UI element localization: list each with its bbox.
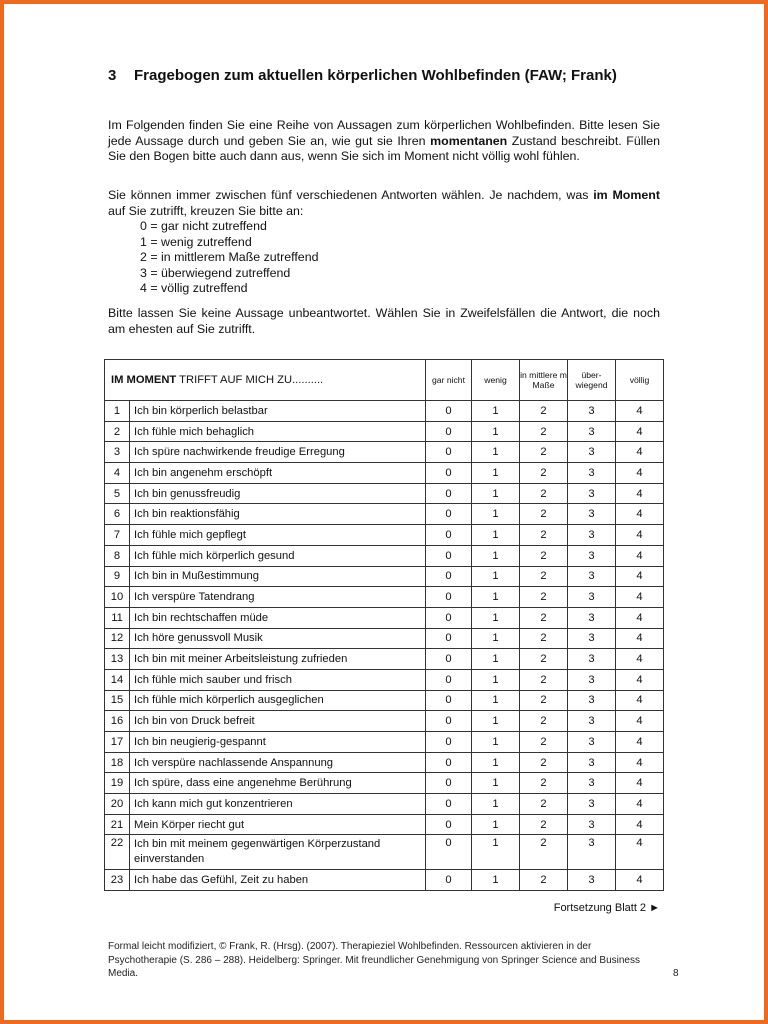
scale-option: 2 = in mittlerem Maße zutreffend: [140, 250, 319, 264]
answer-option-0[interactable]: 0: [426, 814, 472, 835]
answer-option-2[interactable]: 2: [520, 773, 568, 794]
header-bold: IM MOMENT: [111, 374, 177, 386]
table-row: [105, 711, 664, 732]
answer-option-4[interactable]: 4: [616, 773, 664, 794]
continuation-note: Fortsetzung Blatt 2 ►: [553, 902, 660, 914]
answer-option-0[interactable]: 0: [426, 711, 472, 732]
answer-option-1[interactable]: 1: [472, 794, 520, 815]
answer-option-1[interactable]: 1: [472, 690, 520, 711]
scale-option: 1 = wenig zutreffend: [140, 234, 252, 249]
table-row: [105, 752, 664, 773]
answer-option-4[interactable]: 4: [616, 463, 664, 484]
table-row: [105, 669, 664, 690]
item-statement: Ich habe das Gefühl, Zeit zu haben: [130, 870, 426, 891]
item-statement: Ich bin mit meinem gegenwärtigen Körperzustand einverstanden: [130, 835, 426, 870]
answer-scale: [140, 219, 318, 297]
item-statement: Ich bin angenehm erschöpft: [130, 463, 426, 484]
answer-option-2[interactable]: 2: [520, 690, 568, 711]
answer-option-3[interactable]: 3: [568, 870, 616, 891]
answer-option-0[interactable]: 0: [426, 483, 472, 504]
item-number: 6: [105, 504, 130, 525]
section-number: 3: [108, 67, 117, 84]
item-statement: Mein Körper riecht gut: [130, 814, 426, 835]
item-number: 13: [105, 649, 130, 670]
answer-option-1[interactable]: 1: [472, 545, 520, 566]
table-row: [105, 732, 664, 753]
answer-option-1[interactable]: 1: [472, 566, 520, 587]
item-statement: Ich spüre, dass eine angenehme Berührung: [130, 773, 426, 794]
item-statement: Ich verspüre nachlassende Anspannung: [130, 752, 426, 773]
item-statement: Ich höre genussvoll Musik: [130, 628, 426, 649]
header-option-wenig: wenig: [472, 360, 520, 401]
answer-option-4[interactable]: 4: [616, 752, 664, 773]
item-statement: Ich bin rechtschaffen müde: [130, 607, 426, 628]
answer-option-1[interactable]: 1: [472, 463, 520, 484]
questionnaire-table: [104, 359, 664, 891]
scale-option: 4 = völlig zutreffend: [140, 281, 248, 295]
scale-option: 3 = überwiegend zutreffend: [140, 265, 291, 280]
table-row: [105, 773, 664, 794]
answer-option-1[interactable]: 1: [472, 401, 520, 422]
answer-option-1[interactable]: 1: [472, 669, 520, 690]
answer-option-2[interactable]: 2: [520, 732, 568, 753]
answer-option-0[interactable]: 0: [426, 545, 472, 566]
answer-option-0[interactable]: 0: [426, 690, 472, 711]
header-option-ueberwiegend: über-wiegend: [568, 360, 616, 401]
answer-option-1[interactable]: 1: [472, 814, 520, 835]
answer-option-4[interactable]: 4: [616, 732, 664, 753]
answer-option-3[interactable]: 3: [568, 814, 616, 835]
answer-option-3[interactable]: 3: [568, 525, 616, 546]
header-option-mittel: in mittlere m Maße: [520, 360, 568, 401]
answer-option-2[interactable]: 2: [520, 587, 568, 608]
item-number: 22: [105, 835, 130, 870]
table-row: [105, 690, 664, 711]
table-row: [105, 401, 664, 422]
item-statement: Ich bin von Druck befreit: [130, 711, 426, 732]
answer-option-2[interactable]: 2: [520, 525, 568, 546]
table-row: [105, 463, 664, 484]
item-number: 11: [105, 607, 130, 628]
answer-option-0[interactable]: 0: [426, 870, 472, 891]
answer-option-0[interactable]: 0: [426, 504, 472, 525]
answer-option-4[interactable]: 4: [616, 711, 664, 732]
answer-option-0[interactable]: 0: [426, 835, 472, 870]
item-statement: Ich bin körperlich belastbar: [130, 401, 426, 422]
item-statement: Ich fühle mich körperlich ausgeglichen: [130, 690, 426, 711]
answer-option-4[interactable]: 4: [616, 628, 664, 649]
item-statement: Ich bin in Mußestimmung: [130, 566, 426, 587]
answer-option-3[interactable]: 3: [568, 421, 616, 442]
table-row: [105, 483, 664, 504]
answer-option-2[interactable]: 2: [520, 463, 568, 484]
header-rest: TRIFFT AUF MICH ZU..........: [176, 374, 324, 386]
answer-option-2[interactable]: 2: [520, 669, 568, 690]
answer-option-1[interactable]: 1: [472, 504, 520, 525]
item-statement: Ich fühle mich sauber und frisch: [130, 669, 426, 690]
answer-option-1[interactable]: 1: [472, 607, 520, 628]
item-statement: Ich fühle mich behaglich: [130, 421, 426, 442]
answer-option-2[interactable]: 2: [520, 421, 568, 442]
answer-option-4[interactable]: 4: [616, 794, 664, 815]
answer-option-3[interactable]: 3: [568, 752, 616, 773]
answer-option-3[interactable]: 3: [568, 628, 616, 649]
header-option-voellig: völlig: [616, 360, 664, 401]
footer-citation: Formal leicht modifiziert, © Frank, R. (Hrsg). (2007). Therapieziel Wohlbefinden. Ressourcen aktivieren in der Psychotherapie (S. 286 – 288). Heidelberg: Springer. Mit freundlicher Genehmigung von Springer Science and Business Media.: [108, 941, 640, 979]
answer-option-3[interactable]: 3: [568, 711, 616, 732]
item-number: 1: [105, 401, 130, 422]
answer-option-4[interactable]: 4: [616, 587, 664, 608]
answer-option-1[interactable]: 1: [472, 732, 520, 753]
answer-option-2[interactable]: 2: [520, 504, 568, 525]
table-row: [105, 421, 664, 442]
table-header-row: [105, 360, 664, 401]
answer-option-4[interactable]: 4: [616, 870, 664, 891]
answer-option-4[interactable]: 4: [616, 649, 664, 670]
intro-text: auf Sie zutrifft, kreuzen Sie bitte an:: [108, 203, 304, 218]
answer-option-3[interactable]: 3: [568, 545, 616, 566]
header-option-gar-nicht: gar nicht: [426, 360, 472, 401]
answer-option-0[interactable]: 0: [426, 752, 472, 773]
answer-option-2[interactable]: 2: [520, 545, 568, 566]
answer-option-4[interactable]: 4: [616, 525, 664, 546]
item-number: 15: [105, 690, 130, 711]
item-number: 23: [105, 870, 130, 891]
answer-option-2[interactable]: 2: [520, 628, 568, 649]
item-number: 7: [105, 525, 130, 546]
table-row: [105, 442, 664, 463]
item-number: 21: [105, 814, 130, 835]
answer-option-2[interactable]: 2: [520, 649, 568, 670]
answer-option-4[interactable]: 4: [616, 401, 664, 422]
answer-option-1[interactable]: 1: [472, 711, 520, 732]
answer-option-4[interactable]: 4: [616, 669, 664, 690]
table-row: [105, 794, 664, 815]
table-row: [105, 814, 664, 835]
item-number: 12: [105, 628, 130, 649]
header-statement: [105, 360, 426, 401]
intro-text: Im Folgenden finden Sie eine Reihe von Aussagen zum körperlichen Wohlbefinden. Bitte lesen Sie jede Aussage durch und geben Sie an, wie gut sie Ihren: [108, 118, 660, 148]
answer-option-2[interactable]: 2: [520, 711, 568, 732]
item-statement: Ich verspüre Tatendrang: [130, 587, 426, 608]
answer-option-4[interactable]: 4: [616, 814, 664, 835]
answer-option-1[interactable]: 1: [472, 773, 520, 794]
answer-option-4[interactable]: 4: [616, 421, 664, 442]
item-number: 8: [105, 545, 130, 566]
answer-option-3[interactable]: 3: [568, 794, 616, 815]
intro-paragraph-3: Bitte lassen Sie keine Aussage unbeantwortet. Wählen Sie in Zweifelsfällen die Antwort, die noch am ehesten auf Sie zutrifft.: [108, 306, 660, 336]
answer-option-2[interactable]: 2: [520, 483, 568, 504]
item-number: 14: [105, 669, 130, 690]
intro-text: Zustand beschreibt. Füllen Sie den Bogen bitte auch dann aus, wenn Sie sich im Moment nicht völlig wohl fühlen.: [108, 133, 660, 163]
answer-option-2[interactable]: 2: [520, 566, 568, 587]
item-number: 18: [105, 752, 130, 773]
answer-option-2[interactable]: 2: [520, 401, 568, 422]
answer-option-3[interactable]: 3: [568, 566, 616, 587]
answer-option-4[interactable]: 4: [616, 504, 664, 525]
answer-option-3[interactable]: 3: [568, 504, 616, 525]
emphasis-text: im Moment: [593, 188, 660, 202]
intro-paragraph-2: [108, 188, 660, 219]
table-row: [105, 607, 664, 628]
item-statement: Ich bin reaktionsfähig: [130, 504, 426, 525]
table-row: [105, 525, 664, 546]
item-number: 10: [105, 587, 130, 608]
page-number: 8: [673, 968, 679, 979]
answer-option-0[interactable]: 0: [426, 525, 472, 546]
table-row: [105, 566, 664, 587]
answer-option-2[interactable]: 2: [520, 835, 568, 870]
item-number: 4: [105, 463, 130, 484]
answer-option-3[interactable]: 3: [568, 690, 616, 711]
answer-option-2[interactable]: 2: [520, 814, 568, 835]
table-row: [105, 649, 664, 670]
item-number: 3: [105, 442, 130, 463]
answer-option-0[interactable]: 0: [426, 401, 472, 422]
answer-option-1[interactable]: 1: [472, 752, 520, 773]
answer-option-3[interactable]: 3: [568, 835, 616, 870]
answer-option-2[interactable]: 2: [520, 607, 568, 628]
answer-option-0[interactable]: 0: [426, 587, 472, 608]
answer-option-3[interactable]: 3: [568, 773, 616, 794]
answer-option-2[interactable]: 2: [520, 870, 568, 891]
item-statement: Ich bin neugierig-gespannt: [130, 732, 426, 753]
answer-option-0[interactable]: 0: [426, 732, 472, 753]
answer-option-3[interactable]: 3: [568, 587, 616, 608]
answer-option-4[interactable]: 4: [616, 483, 664, 504]
answer-option-0[interactable]: 0: [426, 421, 472, 442]
answer-option-3[interactable]: 3: [568, 732, 616, 753]
answer-option-3[interactable]: 3: [568, 483, 616, 504]
section-title: Fragebogen zum aktuellen körperlichen Wohlbefinden (FAW; Frank): [134, 67, 617, 84]
emphasis-text: momentanen: [430, 133, 508, 148]
answer-option-0[interactable]: 0: [426, 463, 472, 484]
answer-option-1[interactable]: 1: [472, 835, 520, 870]
answer-option-3[interactable]: 3: [568, 607, 616, 628]
intro-text: Sie können immer zwischen fünf verschiedenen Antworten wählen. Je nachdem, was: [108, 188, 594, 202]
item-number: 20: [105, 794, 130, 815]
answer-option-2[interactable]: 2: [520, 794, 568, 815]
answer-option-0[interactable]: 0: [426, 442, 472, 463]
item-number: 5: [105, 483, 130, 504]
table-row: [105, 545, 664, 566]
answer-option-4[interactable]: 4: [616, 545, 664, 566]
answer-option-1[interactable]: 1: [472, 442, 520, 463]
item-number: 16: [105, 711, 130, 732]
answer-option-3[interactable]: 3: [568, 401, 616, 422]
answer-option-2[interactable]: 2: [520, 442, 568, 463]
item-number: 19: [105, 773, 130, 794]
table-body: [105, 401, 664, 891]
answer-option-1[interactable]: 1: [472, 421, 520, 442]
answer-option-1[interactable]: 1: [472, 649, 520, 670]
answer-option-3[interactable]: 3: [568, 463, 616, 484]
item-number: 9: [105, 566, 130, 587]
item-statement: Ich spüre nachwirkende freudige Erregung: [130, 442, 426, 463]
answer-option-1[interactable]: 1: [472, 870, 520, 891]
answer-option-0[interactable]: 0: [426, 607, 472, 628]
item-statement: Ich fühle mich gepflegt: [130, 525, 426, 546]
answer-option-3[interactable]: 3: [568, 442, 616, 463]
answer-option-0[interactable]: 0: [426, 566, 472, 587]
answer-option-2[interactable]: 2: [520, 752, 568, 773]
item-statement: Ich kann mich gut konzentrieren: [130, 794, 426, 815]
item-statement: Ich bin genussfreudig: [130, 483, 426, 504]
answer-option-0[interactable]: 0: [426, 649, 472, 670]
answer-option-4[interactable]: 4: [616, 835, 664, 870]
item-number: 17: [105, 732, 130, 753]
answer-option-0[interactable]: 0: [426, 794, 472, 815]
item-statement: Ich bin mit meiner Arbeitsleistung zufrieden: [130, 649, 426, 670]
answer-option-1[interactable]: 1: [472, 628, 520, 649]
table-row: [105, 835, 664, 870]
answer-option-4[interactable]: 4: [616, 566, 664, 587]
answer-option-4[interactable]: 4: [616, 607, 664, 628]
answer-option-1[interactable]: 1: [472, 587, 520, 608]
intro-paragraph-1: [108, 118, 660, 165]
table-row: [105, 587, 664, 608]
answer-option-0[interactable]: 0: [426, 669, 472, 690]
answer-option-4[interactable]: 4: [616, 442, 664, 463]
answer-option-3[interactable]: 3: [568, 649, 616, 670]
item-statement: Ich fühle mich körperlich gesund: [130, 545, 426, 566]
scale-option: 0 = gar nicht zutreffend: [140, 219, 267, 233]
item-number: 2: [105, 421, 130, 442]
answer-option-0[interactable]: 0: [426, 773, 472, 794]
answer-option-0[interactable]: 0: [426, 628, 472, 649]
answer-option-1[interactable]: 1: [472, 483, 520, 504]
table-row: [105, 870, 664, 891]
answer-option-4[interactable]: 4: [616, 690, 664, 711]
answer-option-1[interactable]: 1: [472, 525, 520, 546]
table-row: [105, 628, 664, 649]
table-row: [105, 504, 664, 525]
page-title: [108, 67, 617, 84]
answer-option-3[interactable]: 3: [568, 669, 616, 690]
